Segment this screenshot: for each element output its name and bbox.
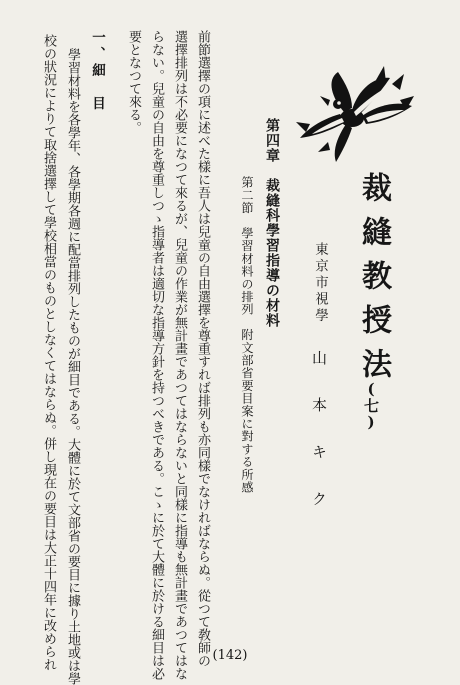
body-line: 選擇排列は不必要になつて來るが、兒童の作業が無計畫であつてはならないと同樣に指導も無計畫であつてはな xyxy=(172,30,187,680)
phoenix-crest-icon xyxy=(292,60,418,166)
author-name: 山本キク xyxy=(310,350,328,538)
author-affiliation: 東京市視學 xyxy=(312,242,328,325)
page-number: (142) xyxy=(212,648,248,663)
main-title: 裁縫教授法 xyxy=(356,172,391,392)
title-number: (七) xyxy=(362,380,380,431)
body-line: 要となつて來る。 xyxy=(126,30,141,134)
item-heading: 一、細 目 xyxy=(89,30,105,113)
body-line: 校の狀況によりて取捨選擇して學校相當のものとしなくてはならぬ。併し現在の要目は大正十四年に改められ xyxy=(41,34,56,671)
chapter-heading: 第四章 裁縫科學習指導の材料 xyxy=(264,118,280,328)
body-line: 學習材料を各學年、各學期各週に配當排列したものが細目である。大體に於て文部省の要目に據り土地或は學 xyxy=(65,48,80,685)
body-line: 前節選擇の項に述べた樣に吾人は兒童の自由選擇を尊重すれば排列も亦同樣でなければならぬ。從つて敎師の xyxy=(195,30,210,667)
body-line: らない。兒童の自由を尊重しつゝ指導者は適切な指導方針を持つべきである。こゝに於て大體に於ける細目は必 xyxy=(149,30,164,680)
section-heading: 第二節 學習材料の排列 附文部省要目案に對する所感 xyxy=(240,176,254,494)
